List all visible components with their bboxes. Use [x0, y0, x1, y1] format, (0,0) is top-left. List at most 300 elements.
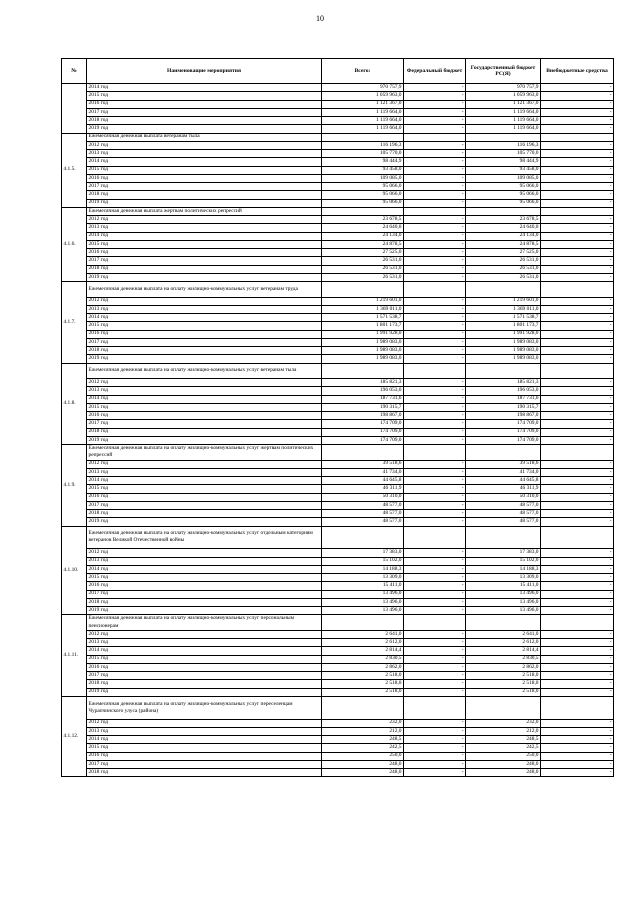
year-label: 2012 год: [87, 460, 322, 468]
empty-cell: [541, 696, 614, 719]
state-value: 2 518,0: [466, 672, 541, 680]
year-label: 2015 год: [87, 574, 322, 582]
extra-value: -: [541, 663, 614, 671]
empty-cell: [466, 133, 541, 141]
table-row: [62, 240, 614, 248]
state-value: 250,0: [466, 752, 541, 760]
state-value: 1 059 963,0: [466, 92, 541, 100]
item-number: 4.1.10.: [62, 526, 87, 615]
total-value: 174 709,0: [322, 428, 404, 436]
federal-value: -: [404, 174, 466, 182]
federal-value: -: [404, 387, 466, 395]
total-value: 2 612,0: [322, 639, 404, 647]
state-value: 41 734,0: [466, 468, 541, 476]
year-label: 2014 год: [87, 314, 322, 322]
federal-value: -: [404, 630, 466, 638]
extra-value: -: [541, 158, 614, 166]
table-row: [62, 719, 614, 727]
federal-value: -: [404, 719, 466, 727]
year-label: 2014 год: [87, 477, 322, 485]
table-row: [62, 485, 614, 493]
year-label: 2017 год: [87, 257, 322, 265]
extra-value: -: [541, 420, 614, 428]
federal-value: -: [404, 590, 466, 598]
state-value: 2 518,0: [466, 680, 541, 688]
total-value: 198 867,0: [322, 412, 404, 420]
total-value: 1 121 367,0: [322, 100, 404, 108]
state-value: 13 496,0: [466, 590, 541, 598]
federal-value: -: [404, 199, 466, 207]
year-label: 2019 год: [87, 273, 322, 281]
year-label: 2016 год: [87, 412, 322, 420]
federal-value: -: [404, 108, 466, 116]
year-label: 2019 год: [87, 607, 322, 615]
extra-value: -: [541, 92, 614, 100]
extra-value: -: [541, 769, 614, 777]
empty-cell: [466, 615, 541, 631]
extra-value: -: [541, 582, 614, 590]
table-row: [62, 387, 614, 395]
year-label: 2013 год: [87, 639, 322, 647]
total-value: 24 640,0: [322, 224, 404, 232]
federal-value: -: [404, 420, 466, 428]
total-value: 27 525,0: [322, 249, 404, 257]
table-row: [62, 125, 614, 133]
table-row: [62, 297, 614, 305]
section-title-row: [62, 207, 614, 215]
total-value: 1 571 538,7: [322, 314, 404, 322]
extra-value: -: [541, 84, 614, 92]
total-value: 98 444,9: [322, 158, 404, 166]
extra-value: -: [541, 557, 614, 565]
state-value: 248,5: [466, 736, 541, 744]
extra-value: -: [541, 485, 614, 493]
table-row: [62, 769, 614, 777]
federal-value: -: [404, 565, 466, 573]
total-value: 2 641,0: [322, 630, 404, 638]
year-label: 2019 год: [87, 125, 322, 133]
table-row: [62, 501, 614, 509]
empty-cell: [404, 282, 466, 298]
extra-value: -: [541, 468, 614, 476]
federal-value: -: [404, 485, 466, 493]
extra-value: -: [541, 305, 614, 313]
extra-value: -: [541, 752, 614, 760]
extra-value: -: [541, 760, 614, 768]
state-value: 26 531,0: [466, 273, 541, 281]
total-value: 174 709,0: [322, 420, 404, 428]
year-label: 2012 год: [87, 216, 322, 224]
empty-cell: [404, 615, 466, 631]
year-label: 2014 год: [87, 565, 322, 573]
extra-value: -: [541, 108, 614, 116]
empty-cell: [404, 207, 466, 215]
state-value: 187 731,6: [466, 395, 541, 403]
table-row: [62, 166, 614, 174]
table-row: [62, 224, 614, 232]
extra-value: -: [541, 647, 614, 655]
total-value: 2 518,0: [322, 672, 404, 680]
section-title: Ежемесячная денежная выплата жертвам политических репрессий: [87, 207, 322, 215]
table-row: [62, 574, 614, 582]
state-value: 190 315,7: [466, 403, 541, 411]
empty-cell: [466, 282, 541, 298]
total-value: 26 531,0: [322, 273, 404, 281]
year-label: 2019 год: [87, 355, 322, 363]
extra-value: -: [541, 736, 614, 744]
federal-value: -: [404, 257, 466, 265]
extra-value: -: [541, 574, 614, 582]
federal-value: -: [404, 322, 466, 330]
total-value: 2 518,0: [322, 680, 404, 688]
table-row: [62, 582, 614, 590]
table-row: [62, 232, 614, 240]
total-value: 248,0: [322, 760, 404, 768]
total-value: 1 991 928,0: [322, 330, 404, 338]
section-title: Ежемесячная денежная выплата на оплату жилищно-коммунальных услуг ветеранам труда: [87, 282, 322, 298]
total-value: 1 989 083,0: [322, 355, 404, 363]
table-row: [62, 395, 614, 403]
item-number: [62, 84, 87, 134]
extra-value: -: [541, 719, 614, 727]
state-value: 93 458,0: [466, 166, 541, 174]
state-value: 1 119 664,0: [466, 117, 541, 125]
table-row: [62, 141, 614, 149]
total-value: 248,0: [322, 769, 404, 777]
federal-value: -: [404, 477, 466, 485]
total-value: 24 878,5: [322, 240, 404, 248]
state-value: 1 801 173,7: [466, 322, 541, 330]
total-value: 1 989 083,0: [322, 338, 404, 346]
table-row: [62, 727, 614, 735]
extra-value: -: [541, 598, 614, 606]
total-value: 46 311,9: [322, 485, 404, 493]
extra-value: -: [541, 199, 614, 207]
state-value: 13 309,0: [466, 574, 541, 582]
total-value: 14 188,3: [322, 565, 404, 573]
year-label: 2015 год: [87, 92, 322, 100]
table-row: [62, 752, 614, 760]
federal-value: -: [404, 574, 466, 582]
federal-value: -: [404, 672, 466, 680]
extra-value: -: [541, 672, 614, 680]
state-value: 2 830,5: [466, 655, 541, 663]
state-value: 174 709,0: [466, 420, 541, 428]
header-no: №: [62, 59, 87, 84]
federal-value: -: [404, 436, 466, 444]
total-value: 13 496,0: [322, 590, 404, 598]
table-row: [62, 549, 614, 557]
extra-value: -: [541, 607, 614, 615]
extra-value: -: [541, 191, 614, 199]
state-value: 1 121 367,0: [466, 100, 541, 108]
total-value: 212,0: [322, 727, 404, 735]
total-value: 1 119 664,0: [322, 117, 404, 125]
section-title: Ежемесячная денежная выплата на оплату жилищно-коммунальных услуг ветеранам тыла: [87, 363, 322, 379]
federal-value: -: [404, 395, 466, 403]
table-row: [62, 305, 614, 313]
table-row: [62, 174, 614, 182]
year-label: 2013 год: [87, 387, 322, 395]
state-value: 174 709,0: [466, 436, 541, 444]
total-value: 39 518,6: [322, 460, 404, 468]
table-row: [62, 273, 614, 281]
table-row: [62, 355, 614, 363]
item-number: 4.1.9.: [62, 445, 87, 527]
federal-value: -: [404, 330, 466, 338]
total-value: 190 315,7: [322, 403, 404, 411]
empty-cell: [322, 363, 404, 379]
table-row: [62, 249, 614, 257]
total-value: 48 577,0: [322, 501, 404, 509]
year-label: 2014 год: [87, 158, 322, 166]
section-title-row: [62, 526, 614, 549]
extra-value: -: [541, 322, 614, 330]
year-label: 2015 год: [87, 322, 322, 330]
federal-value: -: [404, 379, 466, 387]
year-label: 2012 год: [87, 297, 322, 305]
extra-value: -: [541, 240, 614, 248]
extra-value: -: [541, 436, 614, 444]
state-value: 174 709,0: [466, 428, 541, 436]
year-label: 2017 год: [87, 501, 322, 509]
state-value: 14 188,3: [466, 565, 541, 573]
state-value: 46 311,9: [466, 485, 541, 493]
section-title: Ежемесячная денежная выплата ветеранам тыла: [87, 133, 322, 141]
year-label: 2014 год: [87, 232, 322, 240]
empty-cell: [541, 133, 614, 141]
year-label: 2016 год: [87, 100, 322, 108]
state-value: 1 119 664,0: [466, 108, 541, 116]
federal-value: -: [404, 166, 466, 174]
total-value: 2 518,0: [322, 688, 404, 696]
header-extra: Внебюджетные средства: [541, 59, 614, 84]
table-row: [62, 518, 614, 526]
empty-cell: [541, 363, 614, 379]
state-value: 27 525,0: [466, 249, 541, 257]
federal-value: -: [404, 663, 466, 671]
state-value: 212,0: [466, 727, 541, 735]
federal-value: -: [404, 141, 466, 149]
federal-value: -: [404, 224, 466, 232]
table-row: [62, 84, 614, 92]
total-value: 95 066,0: [322, 183, 404, 191]
table-row: [62, 436, 614, 444]
empty-cell: [466, 445, 541, 461]
year-label: 2013 год: [87, 305, 322, 313]
empty-cell: [322, 282, 404, 298]
federal-value: -: [404, 582, 466, 590]
extra-value: -: [541, 150, 614, 158]
table-row: [62, 216, 614, 224]
total-value: 93 458,0: [322, 166, 404, 174]
federal-value: -: [404, 727, 466, 735]
total-value: 24 134,0: [322, 232, 404, 240]
total-value: 13 309,0: [322, 574, 404, 582]
header-name: Наименоващие мероприятия: [87, 59, 322, 84]
federal-value: -: [404, 412, 466, 420]
total-value: 248,5: [322, 736, 404, 744]
state-value: 970 757,9: [466, 84, 541, 92]
federal-value: -: [404, 647, 466, 655]
table-row: [62, 680, 614, 688]
extra-value: -: [541, 477, 614, 485]
year-label: 2016 год: [87, 174, 322, 182]
federal-value: -: [404, 468, 466, 476]
federal-value: -: [404, 752, 466, 760]
total-value: 185 821,3: [322, 379, 404, 387]
table-row: [62, 191, 614, 199]
state-value: 24 640,0: [466, 224, 541, 232]
year-label: 2016 год: [87, 330, 322, 338]
year-label: 2012 год: [87, 719, 322, 727]
empty-cell: [466, 363, 541, 379]
year-label: 2013 год: [87, 727, 322, 735]
federal-value: -: [404, 607, 466, 615]
year-label: 2018 год: [87, 428, 322, 436]
header-state: Государственный бюджет РС(Я): [466, 59, 541, 84]
state-value: 105 770,0: [466, 150, 541, 158]
extra-value: -: [541, 224, 614, 232]
year-label: 2012 год: [87, 379, 322, 387]
federal-value: -: [404, 510, 466, 518]
table-row: [62, 403, 614, 411]
table-row: [62, 607, 614, 615]
table-row: [62, 379, 614, 387]
total-value: 48 577,0: [322, 518, 404, 526]
state-value: 1 991 928,0: [466, 330, 541, 338]
extra-value: -: [541, 117, 614, 125]
extra-value: -: [541, 403, 614, 411]
section-title: Ежемесячная денежная выплата на оплату жилищно-коммунальных услуг переселенцам Чурапчинского улуса (района): [87, 696, 322, 719]
state-value: 15 102,0: [466, 557, 541, 565]
extra-value: -: [541, 355, 614, 363]
table-row: [62, 630, 614, 638]
total-value: 41 734,0: [322, 468, 404, 476]
year-label: 2016 год: [87, 663, 322, 671]
state-value: 26 531,0: [466, 265, 541, 273]
federal-value: -: [404, 273, 466, 281]
table-row: [62, 92, 614, 100]
item-number: 4.1.6.: [62, 207, 87, 281]
table-row: [62, 688, 614, 696]
section-title-row: [62, 282, 614, 298]
state-value: 1 989 083,0: [466, 338, 541, 346]
federal-value: -: [404, 347, 466, 355]
total-value: 196 053,0: [322, 387, 404, 395]
state-value: 1 989 083,0: [466, 347, 541, 355]
federal-value: -: [404, 191, 466, 199]
federal-value: -: [404, 460, 466, 468]
federal-value: -: [404, 338, 466, 346]
total-value: 232,0: [322, 719, 404, 727]
total-value: 95 066,0: [322, 191, 404, 199]
table-row: [62, 338, 614, 346]
total-value: 50 310,0: [322, 493, 404, 501]
section-title-row: [62, 445, 614, 461]
empty-cell: [322, 526, 404, 549]
federal-value: -: [404, 314, 466, 322]
year-label: 2018 год: [87, 598, 322, 606]
state-value: 1 989 083,0: [466, 355, 541, 363]
item-number: 4.1.5.: [62, 133, 87, 207]
year-label: 2015 год: [87, 403, 322, 411]
extra-value: -: [541, 518, 614, 526]
empty-cell: [404, 133, 466, 141]
empty-cell: [466, 526, 541, 549]
state-value: 185 821,3: [466, 379, 541, 387]
section-title-row: [62, 615, 614, 631]
federal-value: -: [404, 598, 466, 606]
extra-value: -: [541, 655, 614, 663]
state-value: 48 577,0: [466, 510, 541, 518]
year-label: 2012 год: [87, 141, 322, 149]
header-federal: Федеральный бюджет: [404, 59, 466, 84]
table-row: [62, 557, 614, 565]
extra-value: -: [541, 338, 614, 346]
federal-value: -: [404, 403, 466, 411]
federal-value: -: [404, 680, 466, 688]
header-total: Всего:: [322, 59, 404, 84]
state-value: 198 867,0: [466, 412, 541, 420]
table-row: [62, 100, 614, 108]
federal-value: -: [404, 501, 466, 509]
empty-cell: [466, 207, 541, 215]
item-number: 4.1.11.: [62, 615, 87, 697]
federal-value: -: [404, 655, 466, 663]
total-value: 2 862,0: [322, 663, 404, 671]
total-value: 1 369 011,0: [322, 305, 404, 313]
extra-value: -: [541, 216, 614, 224]
item-number: 4.1.12.: [62, 696, 87, 777]
empty-cell: [404, 696, 466, 719]
state-value: 109 085,0: [466, 174, 541, 182]
federal-value: -: [404, 183, 466, 191]
table-row: [62, 493, 614, 501]
year-label: 2017 год: [87, 672, 322, 680]
state-value: 44 645,8: [466, 477, 541, 485]
year-label: 2018 год: [87, 680, 322, 688]
extra-value: -: [541, 549, 614, 557]
item-number: 4.1.7.: [62, 282, 87, 364]
table-row: [62, 265, 614, 273]
table-body: [62, 84, 614, 777]
total-value: 970 757,9: [322, 84, 404, 92]
state-value: 15 411,0: [466, 582, 541, 590]
section-title-row: [62, 363, 614, 379]
table-row: [62, 199, 614, 207]
table-row: [62, 760, 614, 768]
state-value: 248,0: [466, 769, 541, 777]
extra-value: -: [541, 330, 614, 338]
extra-value: -: [541, 395, 614, 403]
year-label: 2018 год: [87, 191, 322, 199]
section-title-row: [62, 696, 614, 719]
extra-value: -: [541, 630, 614, 638]
state-value: 24 878,5: [466, 240, 541, 248]
year-label: 2018 год: [87, 265, 322, 273]
section-title: Ежемесячная денежная выплата на оплату жилищно-коммунальных услуг жертвам политических репрессий: [87, 445, 322, 461]
table-row: [62, 655, 614, 663]
table-row: [62, 108, 614, 116]
total-value: 26 531,0: [322, 257, 404, 265]
extra-value: -: [541, 141, 614, 149]
federal-value: -: [404, 240, 466, 248]
year-label: 2015 год: [87, 240, 322, 248]
state-value: 95 066,0: [466, 191, 541, 199]
federal-value: -: [404, 760, 466, 768]
extra-value: -: [541, 688, 614, 696]
